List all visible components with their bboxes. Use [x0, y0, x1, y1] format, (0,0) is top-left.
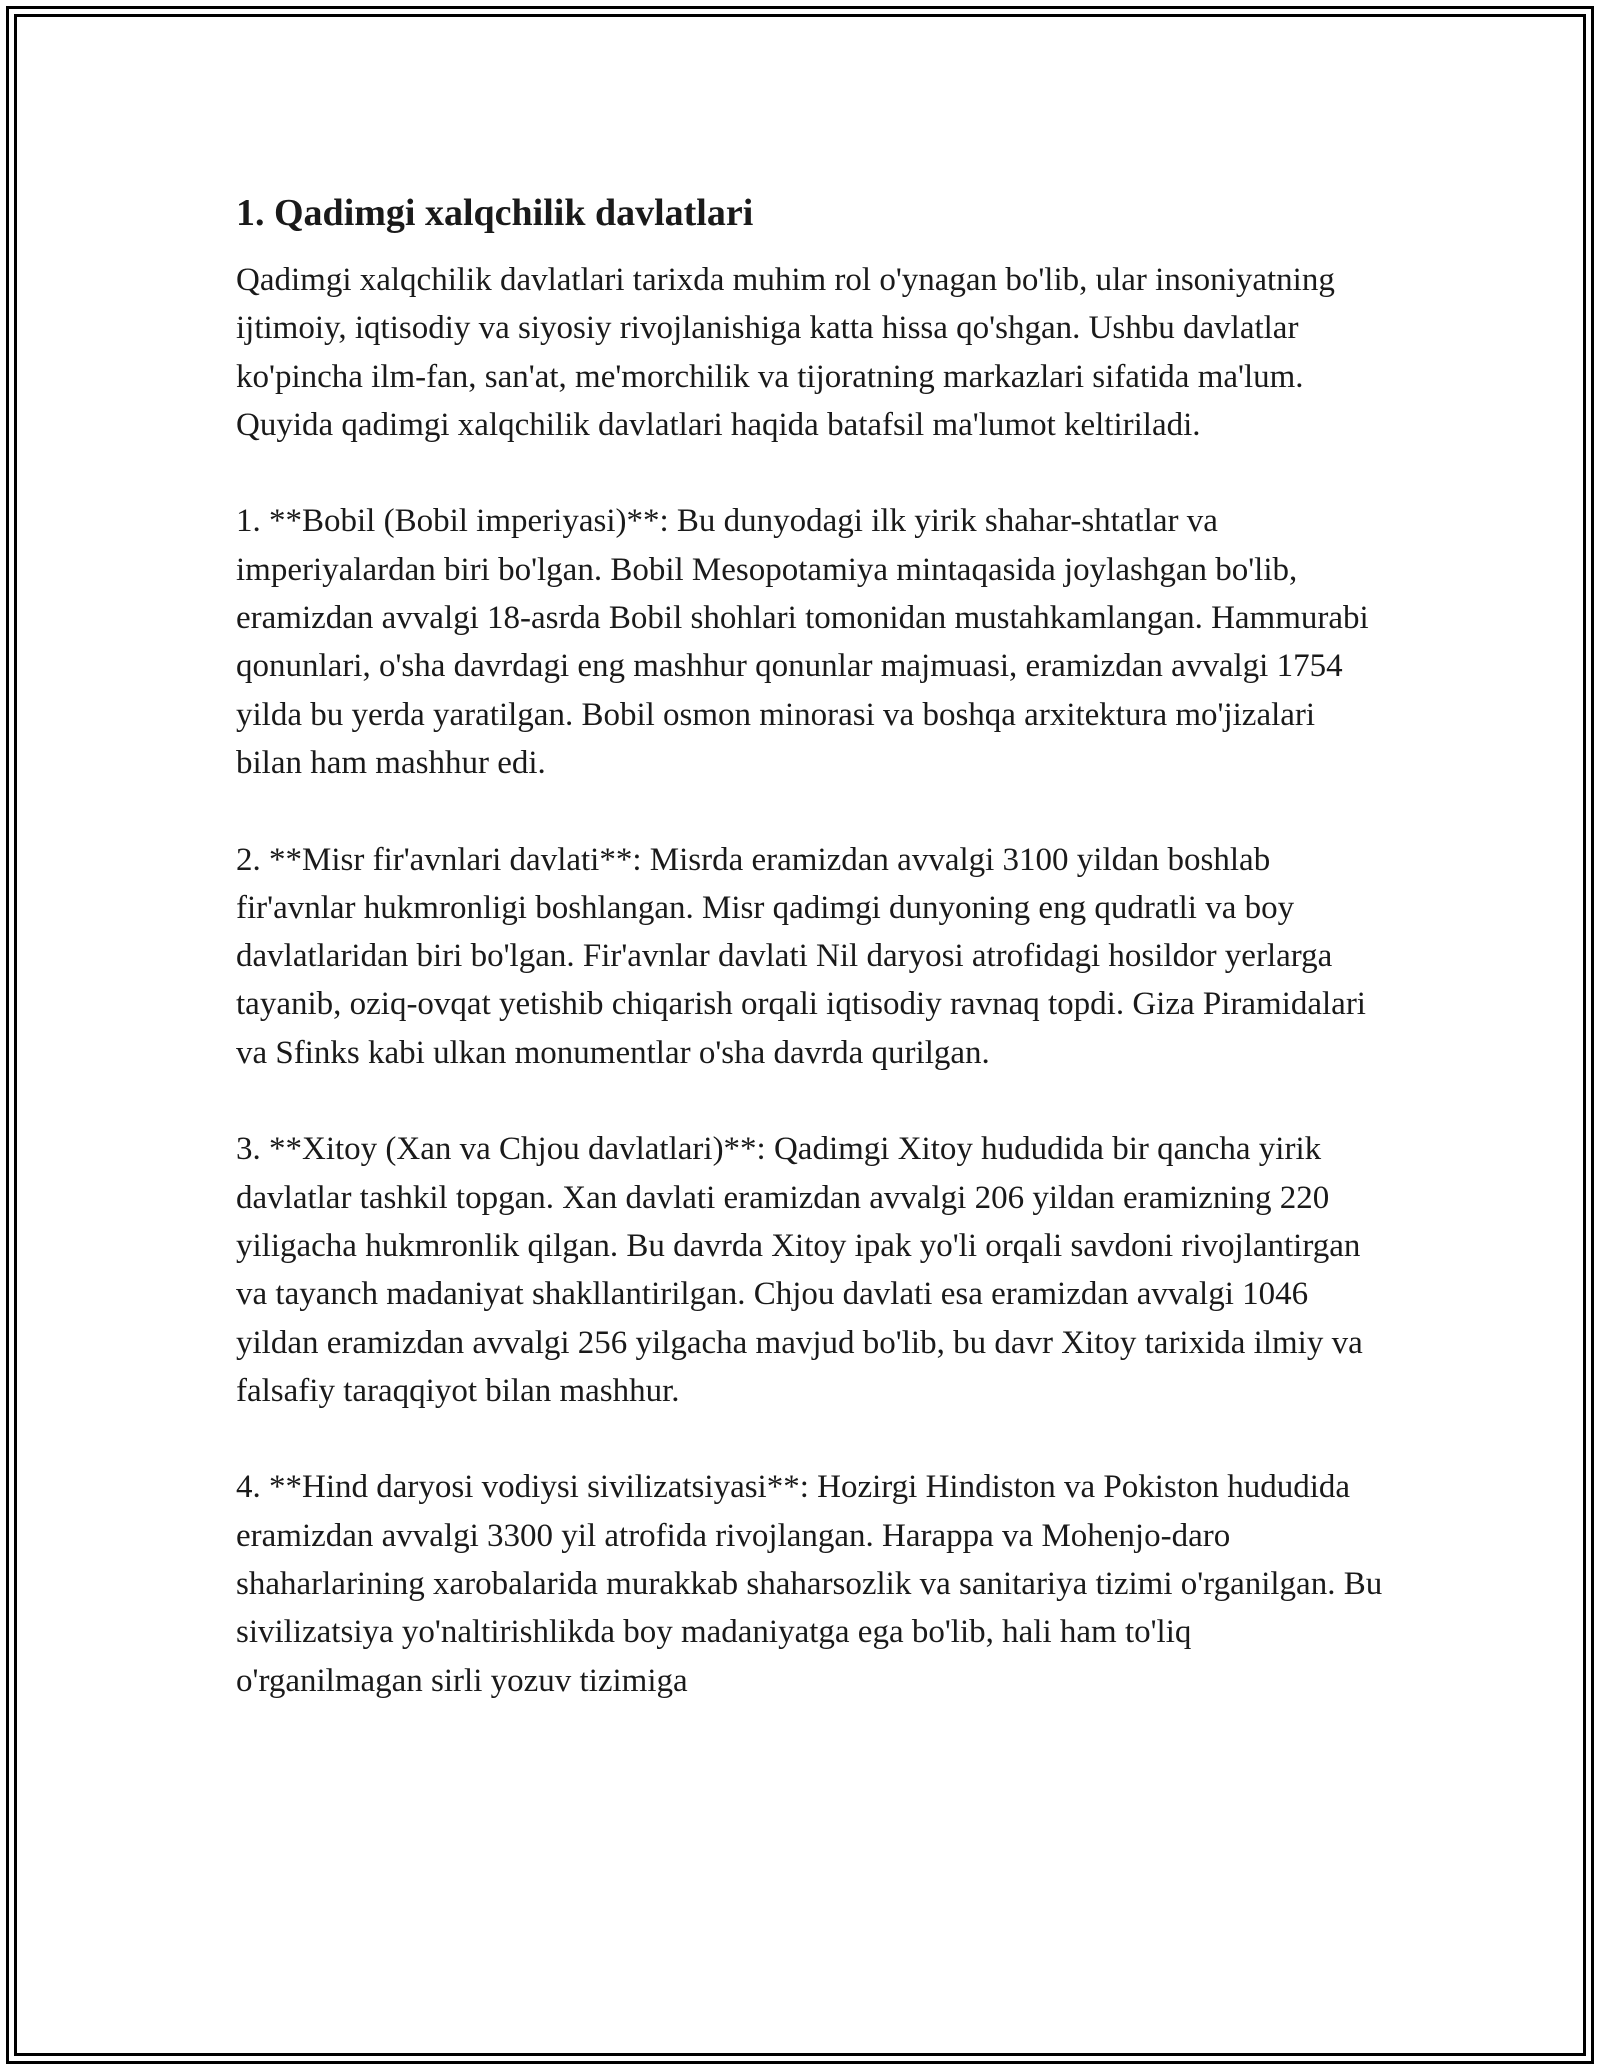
document-body: [236, 190, 1386, 1753]
paragraph-misr: 2. **Misr fir'avnlari davlati**: Misrda eramizdan avvalgi 3100 yildan boshlab fir'avnlar hukmronligi boshlangan. Misr qadimgi dunyoning eng qudratli va boy davlatlaridan biri bo'lgan. Fir'avnlar davlati Nil daryosi atrofidagi hosildor yerlarga tayanib, oziq-ovqat yetishib chiqarish orqali iqtisodiy ravnaq topdi. Giza Piramidalari va Sfinks kabi ulkan monumentlar o'sha davrda qurilgan.: [236, 841, 1366, 1071]
section-heading: 1. Qadimgi xalqchilik davlatlari: [236, 192, 754, 234]
paragraph-hind: 4. **Hind daryosi vodiysi sivilizatsiyasi**: Hozirgi Hindiston va Pokiston hududida eramizdan avvalgi 3300 yil atrofida rivojlangan. Harappa va Mohenjo-daro shaharlarining xarobalarida murakkab shaharsozlik va sanitariya tizimi o'rganilgan. Bu sivilizatsiya yo'naltirishlikda boy madaniyatga ega bo'lib, hali ham to'liq o'rganilmagan sirli yozuv tizimiga: [236, 1469, 1383, 1699]
paragraph-bobil: 1. **Bobil (Bobil imperiyasi)**: Bu dunyodagi ilk yirik shahar-shtatlar va imperiyalardan biri bo'lgan. Bobil Mesopotamiya mintaqasida joylashgan bo'lib, eramizdan avvalgi 18-asrda Bobil shohlari tomonidan mustahkamlangan. Hammurabi qonunlari, o'sha davrdagi eng mashhur qonunlar majmuasi, eramizdan avvalgi 1754 yilda bu yerda yaratilgan. Bobil osmon minorasi va boshqa arxitektura mo'jizalari bilan ham mashhur edi.: [236, 503, 1369, 781]
paragraph-xitoy: 3. **Xitoy (Xan va Chjou davlatlari)**: Qadimgi Xitoy hududida bir qancha yirik davlatlar tashkil topgan. Xan davlati eramizdan avvalgi 206 yildan eramizning 220 yiligacha hukmronlik qilgan. Bu davrda Xitoy ipak yo'li orqali savdoni rivojlantirgan va tayanch madaniyat shakllantirilgan. Chjou davlati esa eramizdan avvalgi 1046 yildan eramizdan avvalgi 256 yilgacha mavjud bo'lib, bu davr Xitoy tarixida ilmiy va falsafiy taraqqiyot bilan mashhur.: [236, 1131, 1363, 1409]
intro-paragraph: Qadimgi xalqchilik davlatlari tarixda muhim rol o'ynagan bo'lib, ular insoniyatning ijtimoiy, iqtisodiy va siyosiy rivojlanishiga katta hissa qo'shgan. Ushbu davlatlar ko'pincha ilm-fan, san'at, me'morchilik va tijoratning markazlari sifatida ma'lum. Quyida qadimgi xalqchilik davlatlari haqida batafsil ma'lumot keltiriladi.: [236, 262, 1335, 443]
